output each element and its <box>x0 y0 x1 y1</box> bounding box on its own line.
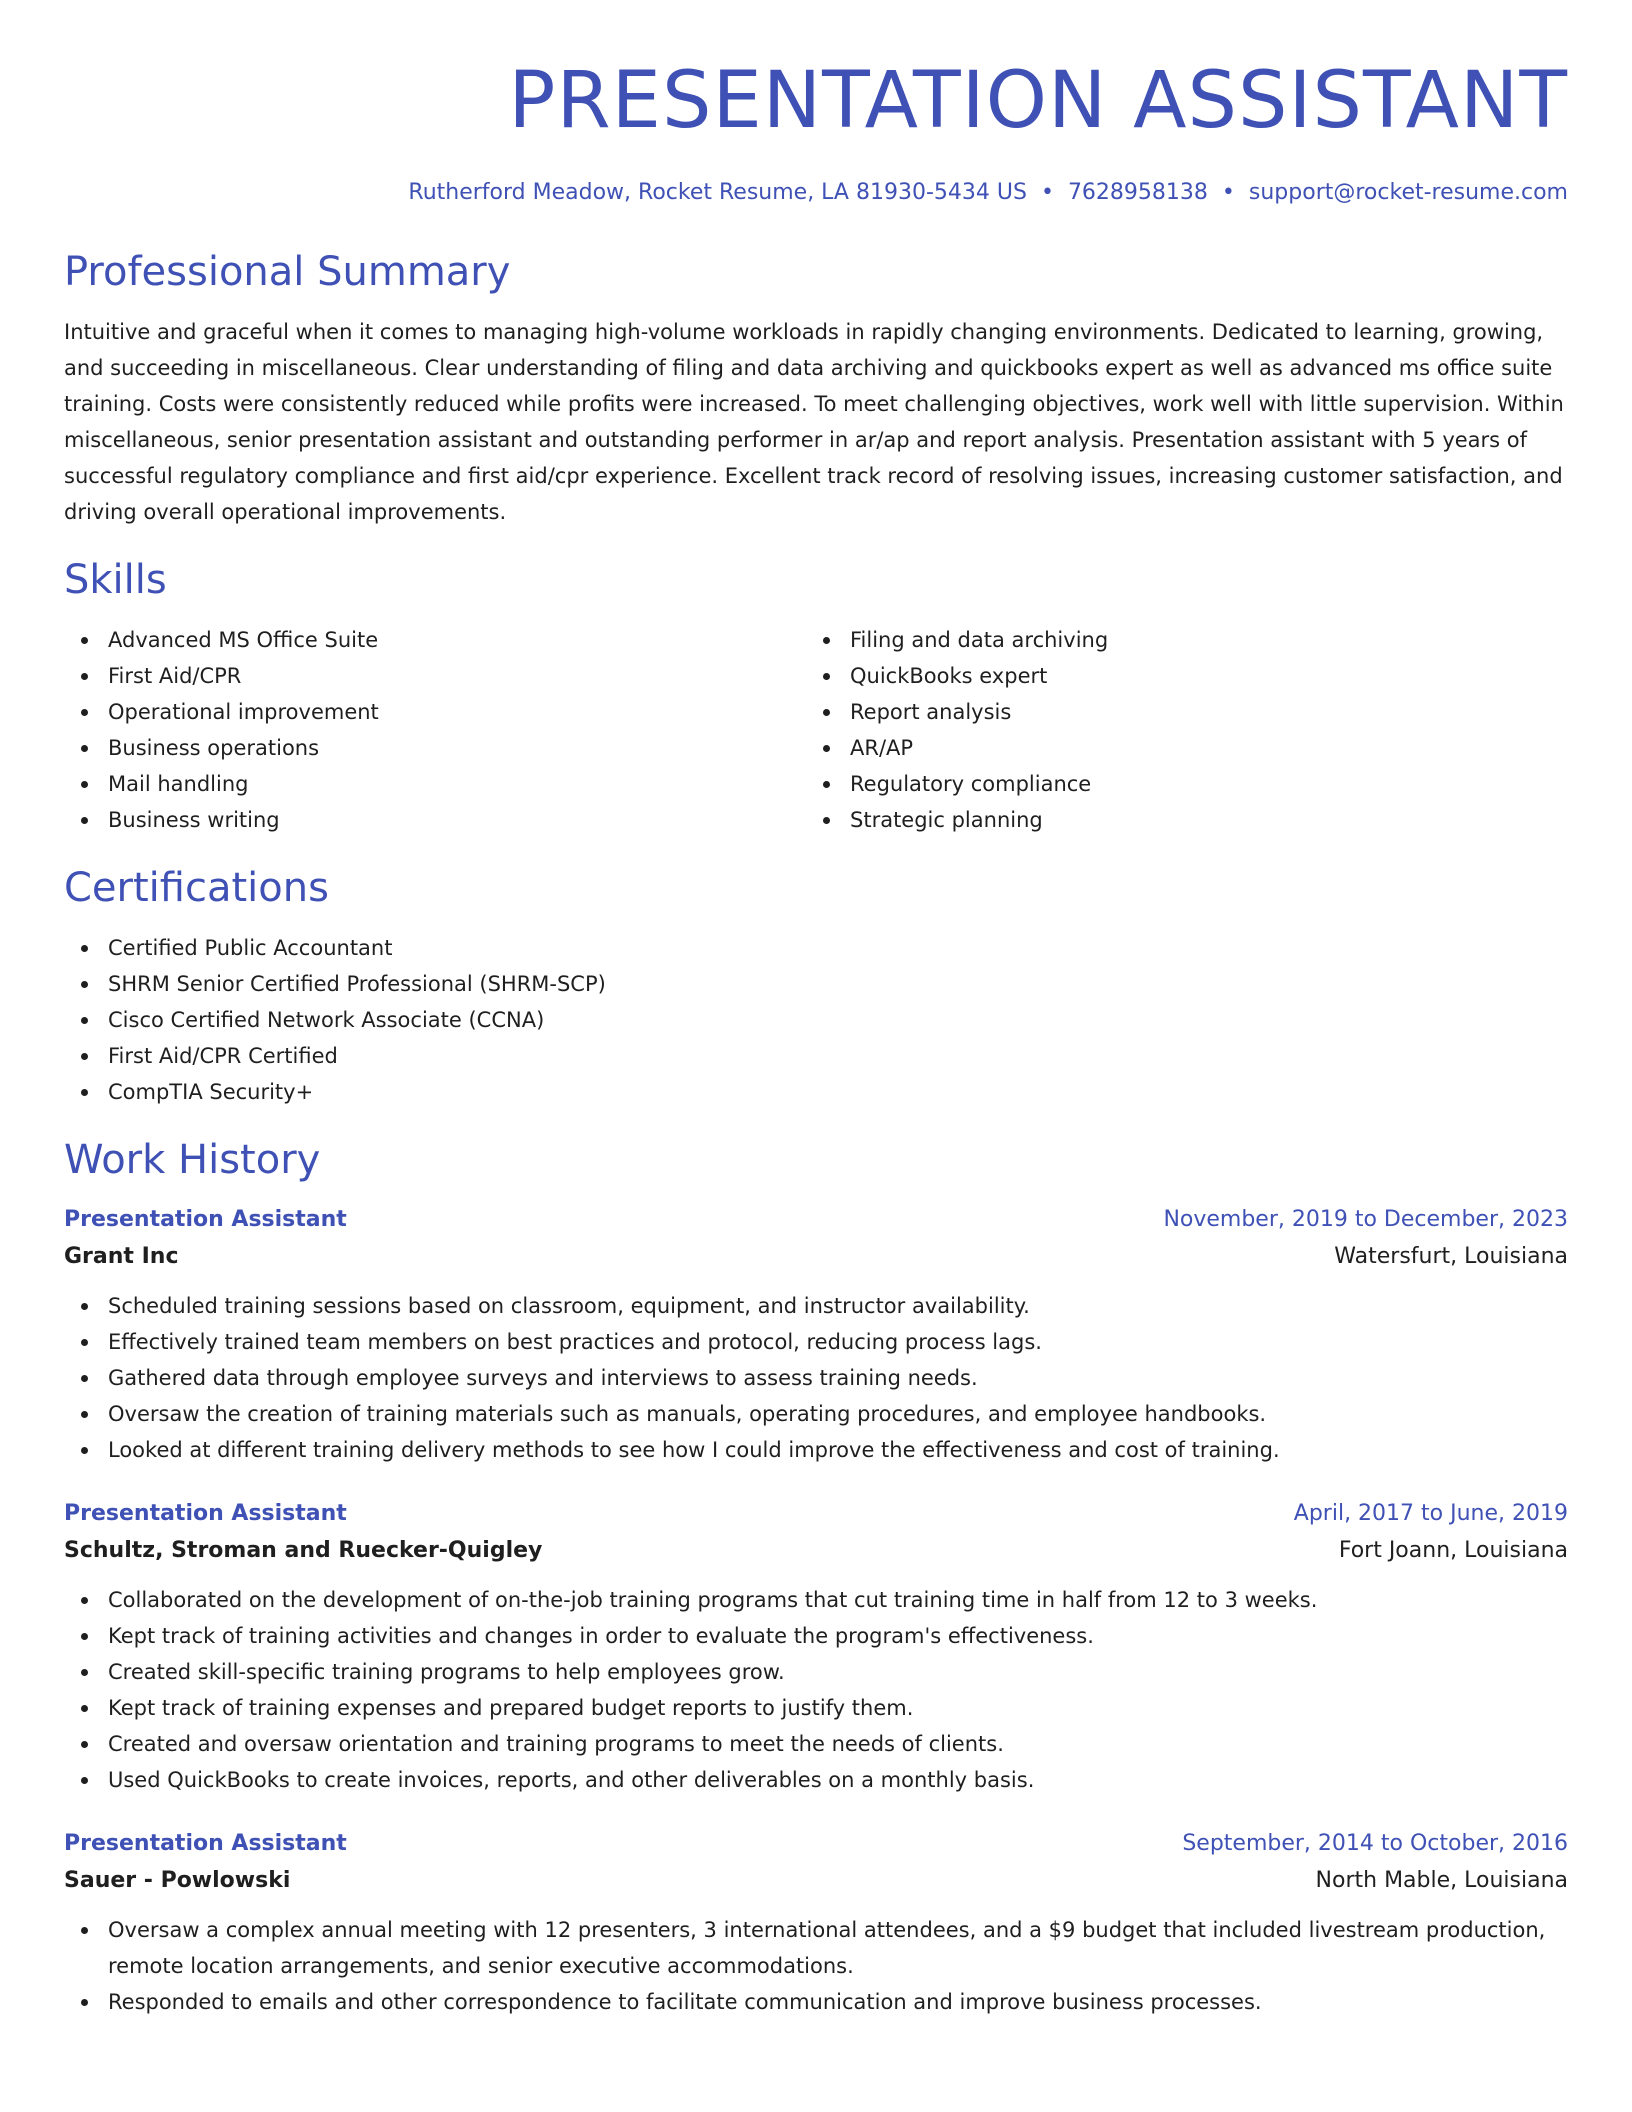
job-subheader <box>64 1532 1568 1570</box>
contact-phone: 7628958138 <box>1067 180 1208 205</box>
job-entry <box>64 1826 1568 2020</box>
summary-text: Intuitive and graceful when it comes to managing high-volume workloads in rapidly changing environments. Dedicated to learning, growing, and succeeding in miscellaneous. Clear understanding of filing and data archiving and quickbooks expert as well as advanced ms office suite training. Costs were consistently reduced while profits were increased. To meet challenging objectives, work well with little supervision. Within miscellaneous, senior presentation assistant and outstanding performer in ar/ap and report analysis. Presentation assistant with 5 years of successful regulatory compliance and first aid/cpr experience. Excellent track record of resolving issues, increasing customer satisfaction, and driving overall operational improvements. <box>64 320 1564 525</box>
job-duty: Created and oversaw orientation and training programs to meet the needs of clients. <box>64 1726 1568 1762</box>
resume-name: PRESENTATION ASSISTANT <box>508 56 1568 146</box>
job-header <box>64 1826 1568 1862</box>
job-duty: Looked at different training delivery methods to see how I could improve the effectiveness and cost of training. <box>64 1432 1568 1468</box>
summary-section <box>64 248 1568 530</box>
skill-item: Filing and data archiving <box>806 622 1548 658</box>
job-duty: Created skill-specific training programs to help employees grow. <box>64 1654 1568 1690</box>
job-duty: Gathered data through employee surveys and interviews to assess training needs. <box>64 1360 1568 1396</box>
job-dates: April, 2017 to June, 2019 <box>1293 1501 1568 1527</box>
job-company: Grant Inc <box>64 1244 179 1270</box>
job-entry <box>64 1202 1568 1468</box>
certifications-section <box>64 864 1568 1110</box>
skills-list-left <box>64 622 806 838</box>
job-company: Sauer - Powlowski <box>64 1868 291 1894</box>
job-duty: Oversaw the creation of training materials such as manuals, operating procedures, and employee handbooks. <box>64 1396 1568 1432</box>
job-duty: Scheduled training sessions based on classroom, equipment, and instructor availability. <box>64 1288 1568 1324</box>
contact-line <box>64 180 1568 206</box>
skill-item: QuickBooks expert <box>806 658 1548 694</box>
skill-item: Advanced MS Office Suite <box>64 622 806 658</box>
skills-heading: Skills <box>64 557 167 604</box>
job-subheader <box>64 1238 1568 1276</box>
job-title: Presentation Assistant <box>64 1501 347 1527</box>
skill-item: Report analysis <box>806 694 1548 730</box>
certification-item: CompTIA Security+ <box>64 1074 1568 1110</box>
skill-item: Mail handling <box>64 766 806 802</box>
skills-list-right <box>806 622 1548 838</box>
skill-item: Regulatory compliance <box>806 766 1548 802</box>
job-location: North Mable, Louisiana <box>1315 1868 1568 1894</box>
certification-item: Certified Public Accountant <box>64 930 1568 966</box>
job-title: Presentation Assistant <box>64 1831 347 1857</box>
certification-item: First Aid/CPR Certified <box>64 1038 1568 1074</box>
contact-address: Rutherford Meadow, Rocket Resume, LA 81930-5434 US <box>408 180 1027 205</box>
skills-grid <box>64 622 1568 838</box>
job-location: Fort Joann, Louisiana <box>1338 1538 1568 1564</box>
contact-separator: • <box>1221 180 1235 205</box>
job-dates: November, 2019 to December, 2023 <box>1163 1207 1568 1233</box>
job-duty: Oversaw a complex annual meeting with 12 presenters, 3 international attendees, and a $9 budget that included livestream production, remote location arrangements, and senior executive accommodations. <box>64 1912 1568 1984</box>
job-entry <box>64 1496 1568 1798</box>
skill-item: AR/AP <box>806 730 1548 766</box>
job-duty: Responded to emails and other correspondence to facilitate communication and improve business processes. <box>64 1984 1568 2020</box>
job-duty: Effectively trained team members on best practices and protocol, reducing process lags. <box>64 1324 1568 1360</box>
job-duties-list <box>64 1582 1568 1798</box>
skill-item: Strategic planning <box>806 802 1548 838</box>
certification-item: Cisco Certified Network Associate (CCNA) <box>64 1002 1568 1038</box>
skill-item: Operational improvement <box>64 694 806 730</box>
work-history-section <box>64 1136 1568 2020</box>
job-location: Watersfurt, Louisiana <box>1334 1244 1568 1270</box>
job-company: Schultz, Stroman and Ruecker-Quigley <box>64 1538 543 1564</box>
job-duty: Kept track of training expenses and prepared budget reports to justify them. <box>64 1690 1568 1726</box>
job-title: Presentation Assistant <box>64 1207 347 1233</box>
summary-heading: Professional Summary <box>64 249 511 296</box>
job-header <box>64 1202 1568 1238</box>
contact-email[interactable]: support@rocket-resume.com <box>1248 180 1568 205</box>
work-history-heading: Work History <box>64 1137 321 1184</box>
skills-column-left <box>64 622 806 838</box>
skill-item: First Aid/CPR <box>64 658 806 694</box>
skill-item: Business operations <box>64 730 806 766</box>
job-subheader <box>64 1862 1568 1900</box>
job-duties-list <box>64 1288 1568 1468</box>
job-dates: September, 2014 to October, 2016 <box>1182 1831 1568 1857</box>
job-duty: Kept track of training activities and changes in order to evaluate the program's effectiveness. <box>64 1618 1568 1654</box>
skill-item: Business writing <box>64 802 806 838</box>
job-duty: Used QuickBooks to create invoices, reports, and other deliverables on a monthly basis. <box>64 1762 1568 1798</box>
skills-column-right <box>806 622 1548 838</box>
contact-separator: • <box>1040 180 1054 205</box>
job-header <box>64 1496 1568 1532</box>
certifications-heading: Certifications <box>64 865 329 912</box>
certifications-list <box>64 930 1568 1110</box>
job-duties-list <box>64 1912 1568 2020</box>
job-duty: Collaborated on the development of on-the-job training programs that cut training time in half from 12 to 3 weeks. <box>64 1582 1568 1618</box>
skills-section <box>64 556 1568 838</box>
certification-item: SHRM Senior Certified Professional (SHRM-SCP) <box>64 966 1568 1002</box>
